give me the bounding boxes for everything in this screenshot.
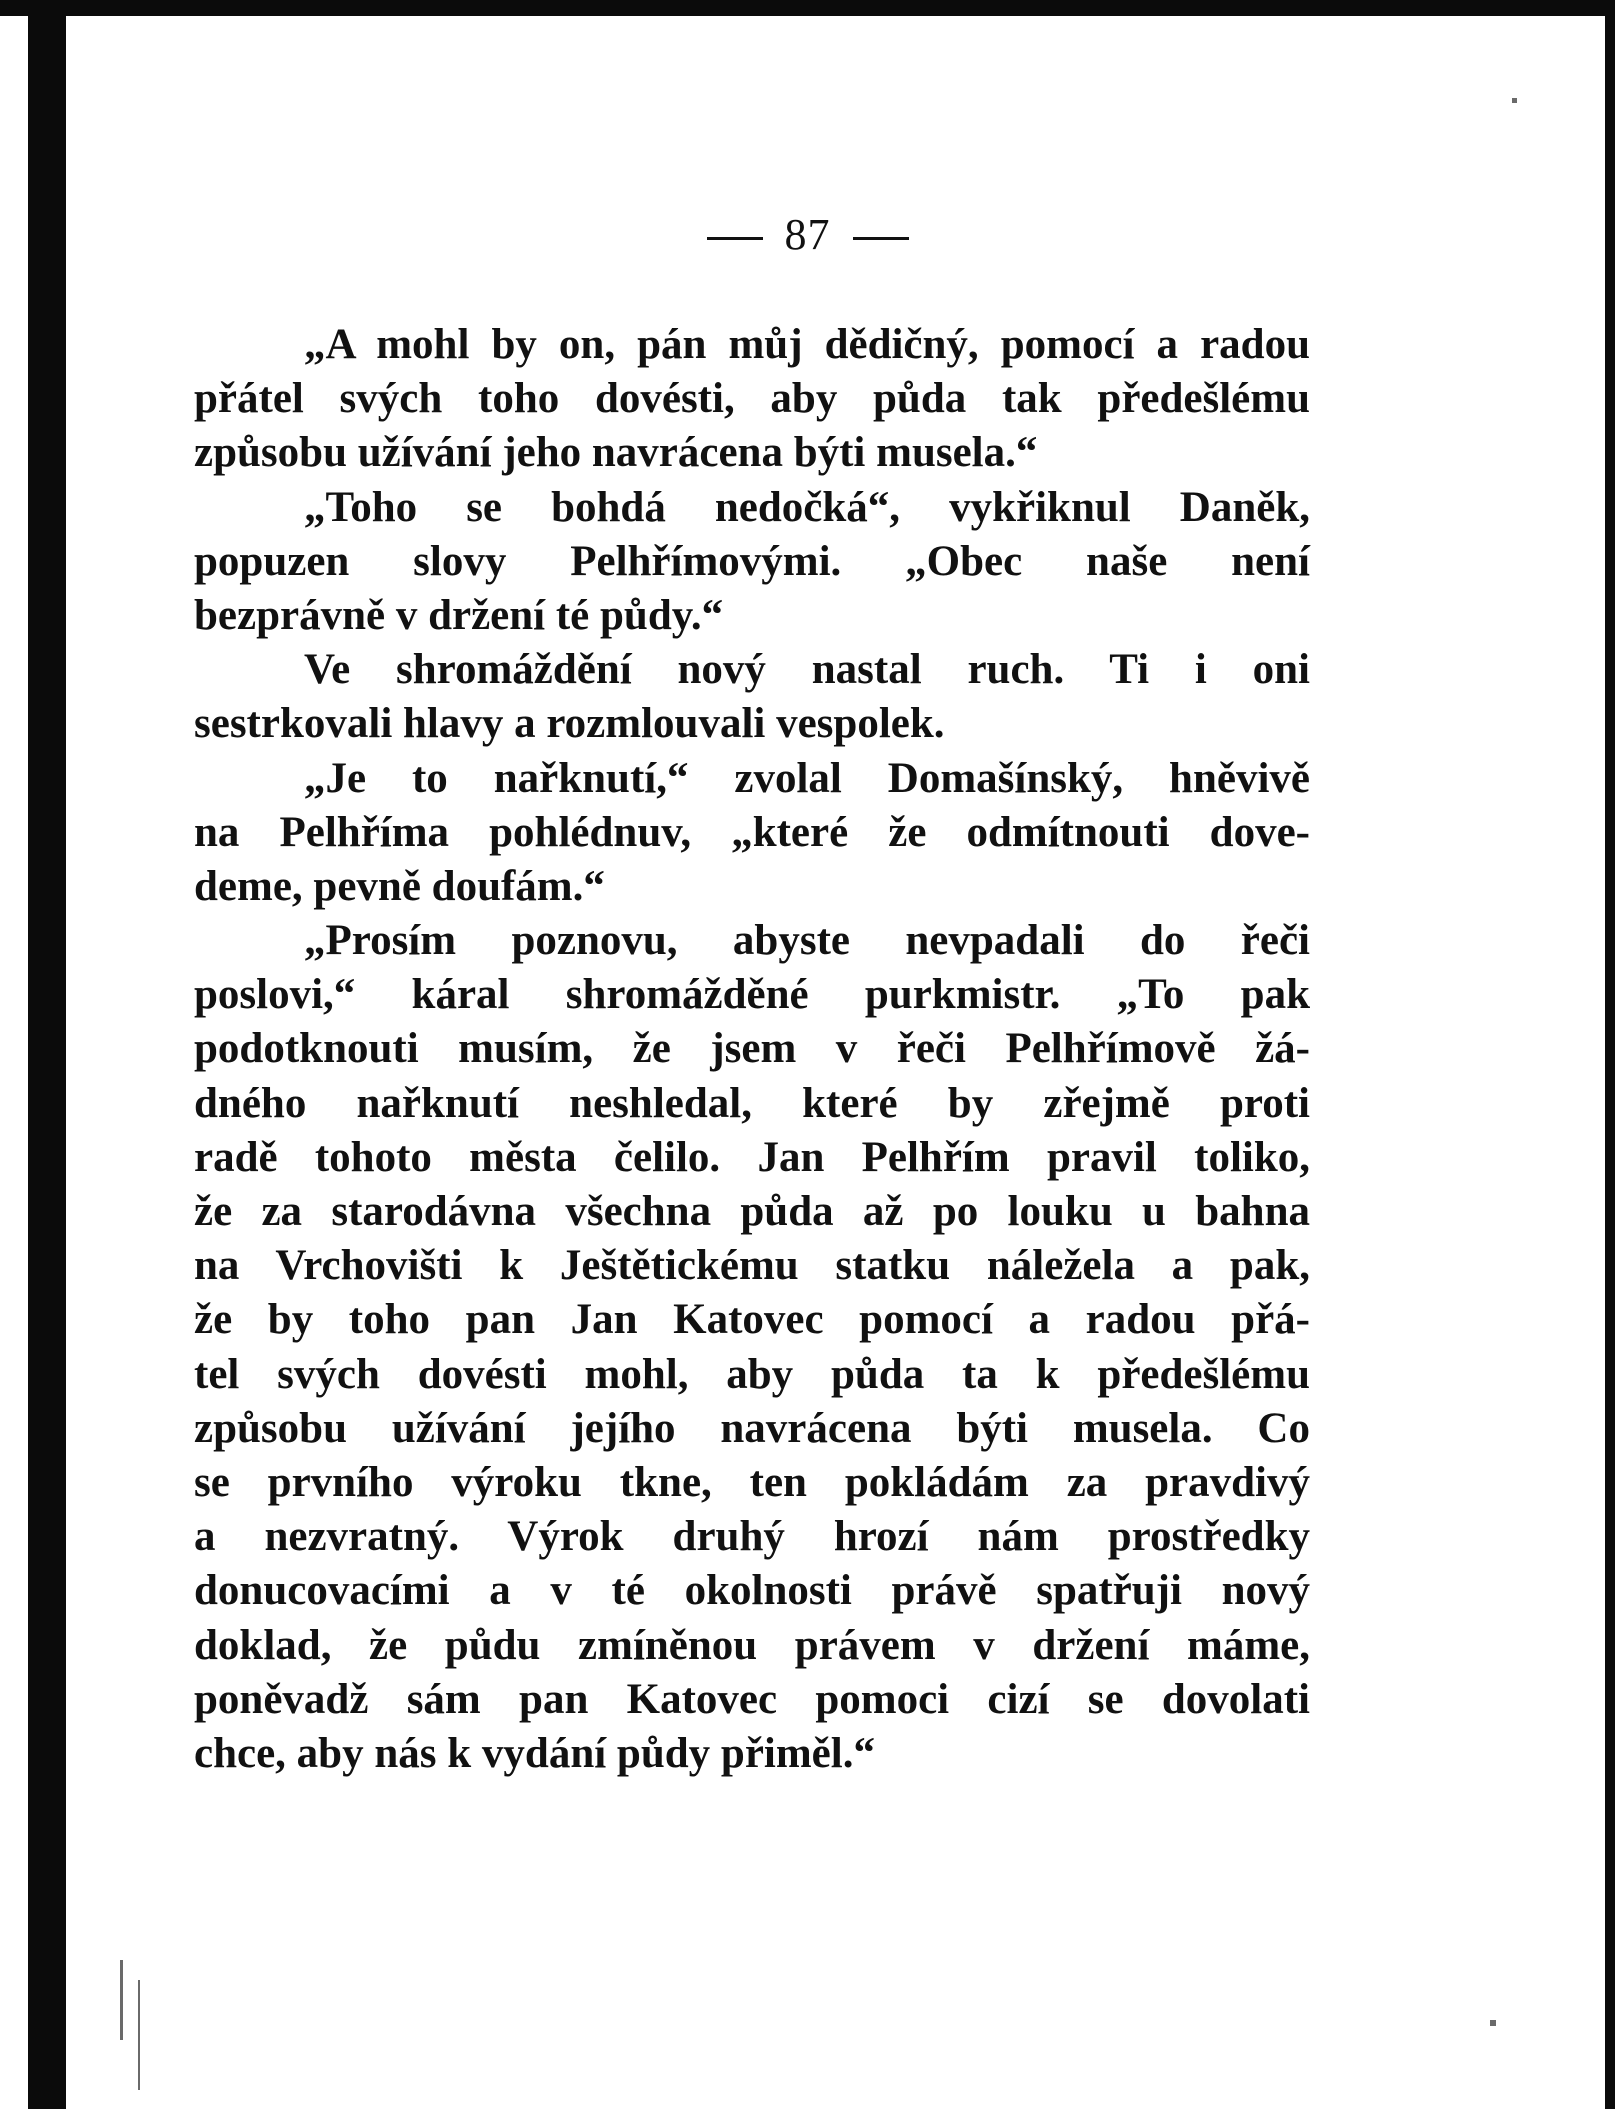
text-line: že by toho pan Jan Katovec pomocí a radou přá- (194, 1296, 1310, 1344)
text-line: dného nařknutí neshledal, které by zřejmě proti (194, 1079, 1310, 1127)
text-line: přátel svých toho dovésti, aby půda tak předešlému (194, 375, 1310, 423)
text-line: a nezvratný. Výrok druhý hrozí nám prostředky (194, 1513, 1310, 1561)
scan-speck (1512, 98, 1517, 103)
body-text (194, 318, 1310, 1781)
text-line: „A mohl by on, pán můj dědičný, pomocí a radou (304, 321, 1310, 368)
text-line: „Je to nařknutí,“ zvolal Domašínský, hněvivě (304, 754, 1310, 802)
text-line: tel svých dovésti mohl, aby půda ta k předešlému (194, 1350, 1310, 1398)
text-line: donucovacími a v té okolnosti právě spatřuji nový (194, 1567, 1310, 1615)
text-line: popuzen slovy Pelhřímovými. „Obec naše není (194, 537, 1310, 585)
text-line: deme, pevně doufám.“ (194, 862, 605, 910)
text-line: způsobu užívání jeho navrácena býti musela.“ (194, 429, 1038, 477)
text-line: Ve shromáždění nový nastal ruch. Ti i oni (304, 646, 1310, 694)
text-line: „Prosím poznovu, abyste nevpadali do řeči (304, 917, 1310, 965)
text-line: sestrkovali hlavy a rozmlouvali vespolek. (194, 700, 945, 748)
scan-speck (138, 1980, 140, 2090)
scan-border-left (28, 0, 66, 2109)
scan-speck (120, 1960, 123, 2040)
text-line: chce, aby nás k vydání půdy přiměl.“ (194, 1729, 875, 1777)
page-number-dash-left (707, 237, 763, 240)
text-line: poslovi,“ káral shromážděné purkmistr. „To pak (194, 971, 1310, 1019)
page-number (0, 205, 1615, 265)
scan-speck (1490, 2020, 1496, 2026)
text-line: způsobu užívání jejího navrácena býti musela. Co (194, 1404, 1310, 1452)
text-line: na Pelhříma pohlédnuv, „které že odmítnouti dove- (194, 808, 1310, 856)
page-left-margin (0, 0, 28, 2109)
text-line: se prvního výroku tkne, ten pokládám za pravdivý (194, 1458, 1310, 1506)
text-line: radě tohoto města čelilo. Jan Pelhřím pravil toliko, (194, 1133, 1310, 1181)
text-line: doklad, že půdu zmíněnou právem v držení máme, (194, 1621, 1310, 1669)
page-number-dash-right (853, 237, 909, 240)
text-line: poněvadž sám pan Katovec pomoci cizí se dovolati (194, 1675, 1310, 1723)
scan-border-right (1605, 0, 1615, 2109)
text-line: podotknouti musím, že jsem v řeči Pelhřímově žá- (194, 1025, 1310, 1073)
page-number-value: 87 (784, 210, 831, 259)
text-line: že za starodávna všechna půda až po louku u bahna (194, 1188, 1310, 1235)
text-line: na Vrchovišti k Ještětickému statku náležela a pak, (194, 1242, 1310, 1290)
text-line: bezprávně v držení té půdy.“ (194, 591, 724, 639)
scan-border-top (0, 0, 1615, 16)
text-line: „Toho se bohdá nedočká“, vykřiknul Daněk, (304, 483, 1310, 531)
